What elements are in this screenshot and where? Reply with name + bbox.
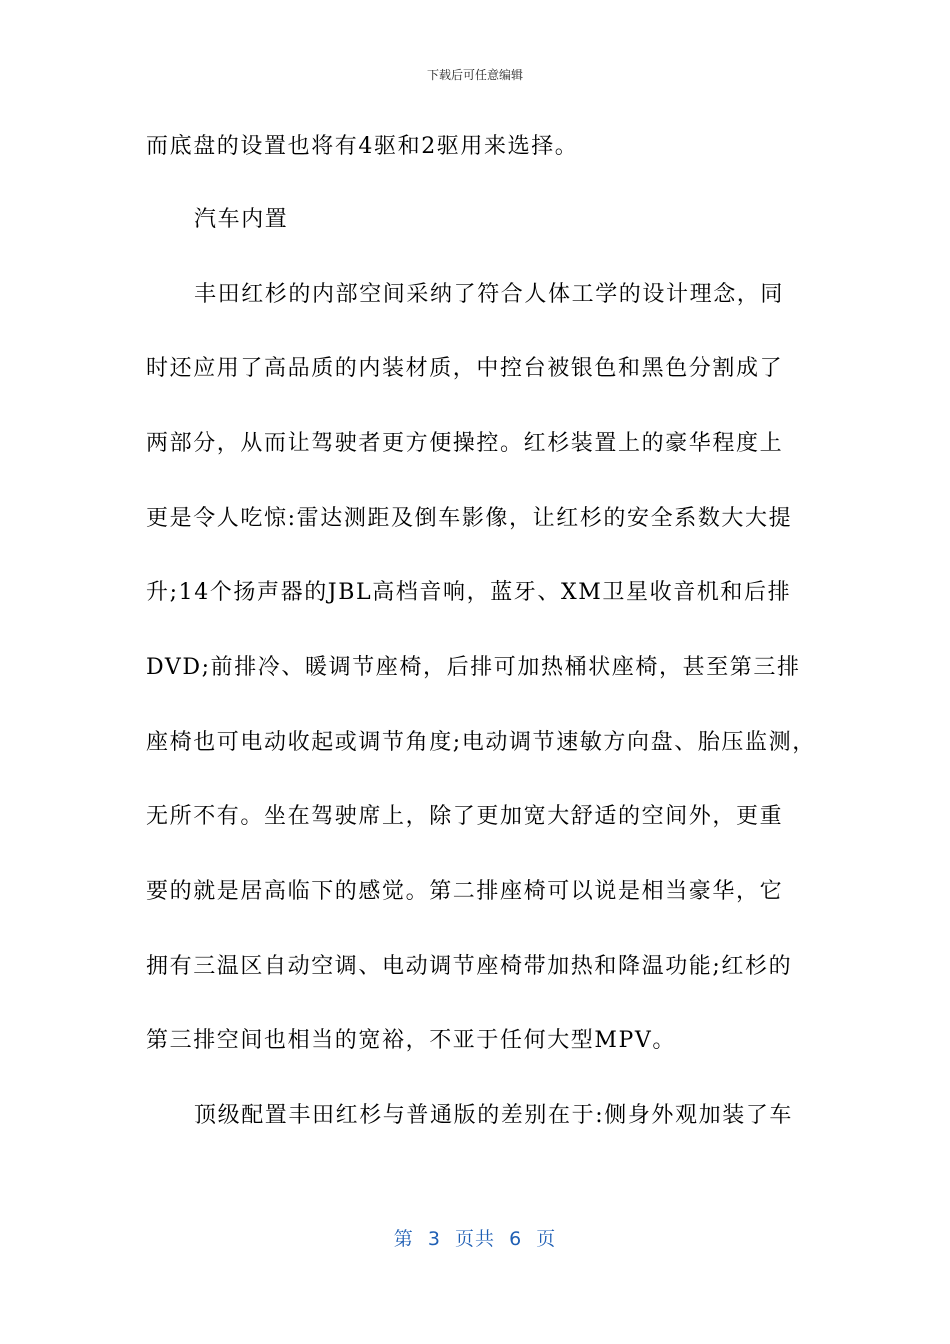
paragraph-line: 两部分，从而让驾驶者更方便操控。红杉装置上的豪华程度上 [146, 431, 784, 456]
section-heading: 汽车内置 [194, 207, 289, 232]
paragraph-line: 而底盘的设置也将有4驱和2驱用来选择。 [146, 134, 579, 159]
paragraph-line: 顶级配置丰田红杉与普通版的差别在于:侧身外观加装了车 [194, 1103, 794, 1128]
paragraph-line: 丰田红杉的内部空间采纳了符合人体工学的设计理念，同 [194, 282, 785, 307]
paragraph-line: DVD;前排冷、暖调节座椅，后排可加热桶状座椅，甚至第三排 [146, 655, 801, 680]
paragraph-line: 座椅也可电动收起或调节角度;电动调节速敏方向盘、胎压监测， [146, 730, 816, 755]
paragraph-line: 升;14个扬声器的JBL高档音响，蓝牙、XM卫星收音机和后排 [146, 580, 792, 605]
paragraph-line: 更是令人吃惊:雷达测距及倒车影像，让红杉的安全系数大大提 [146, 506, 793, 531]
paragraph-line: 要的就是居高临下的感觉。第二排座椅可以说是相当豪华，它 [146, 879, 784, 904]
paragraph-line: 第三排空间也相当的宽裕，不亚于任何大型MPV。 [146, 1028, 677, 1053]
paragraph-line: 时还应用了高品质的内装材质，中控台被银色和黑色分割成了 [146, 356, 784, 381]
page-number-footer: 第 3 页共 6 页 [393, 1228, 557, 1250]
paragraph-line: 拥有三温区自动空调、电动调节座椅带加热和降温功能;红杉的 [146, 954, 793, 979]
page-header: 下载后可任意编辑 [426, 68, 523, 82]
paragraph-line: 无所不有。坐在驾驶席上，除了更加宽大舒适的空间外，更重 [146, 804, 784, 829]
